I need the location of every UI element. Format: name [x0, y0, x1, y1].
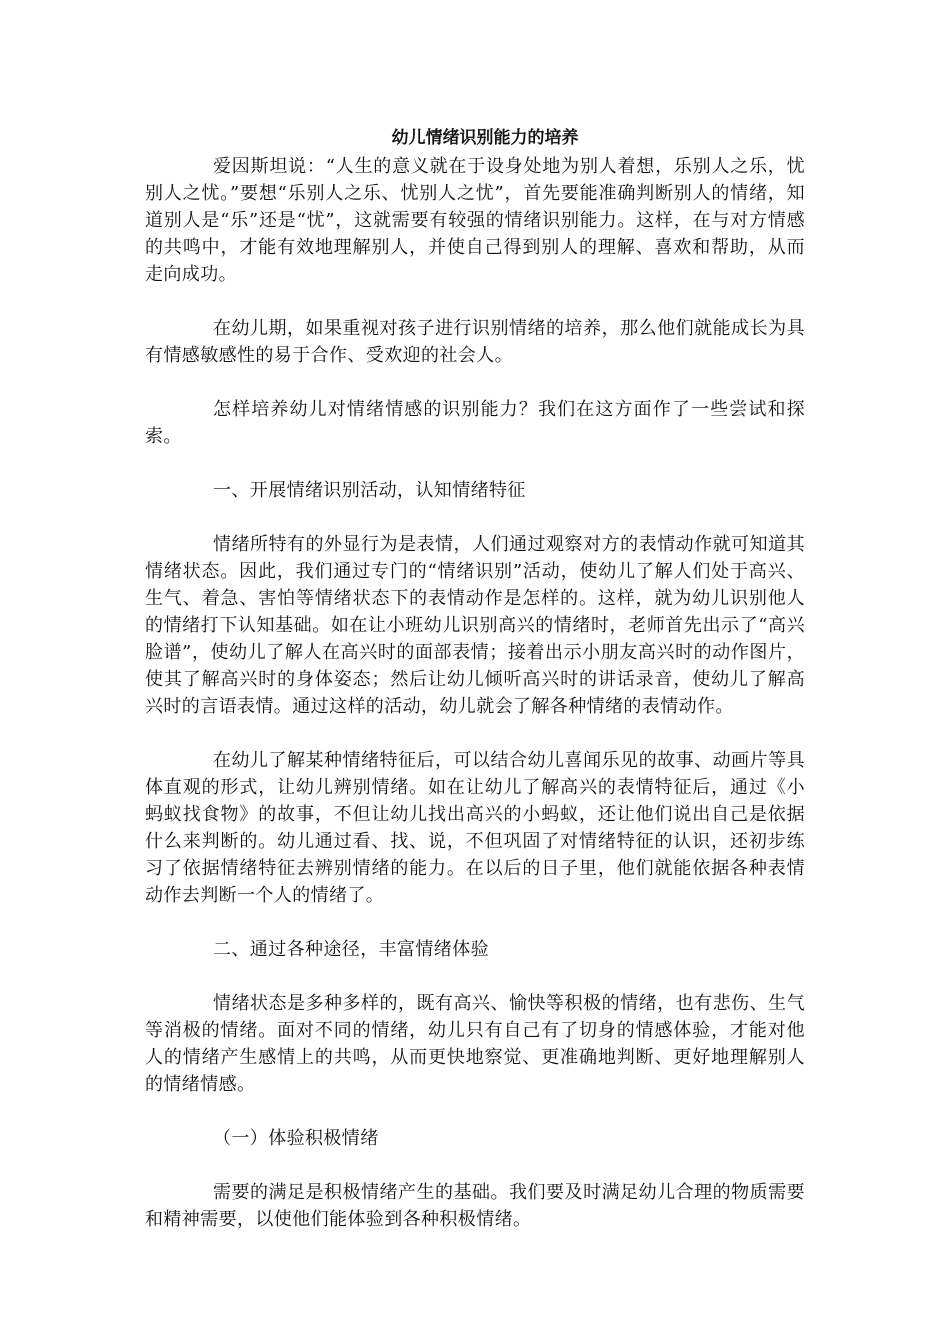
paragraph-early-childhood: 在幼儿期，如果重视对孩子进行识别情绪的培养，那么他们就能成长为具有情感敏感性的易于合作、受欢迎的社会人。: [145, 318, 805, 366]
paragraph-emotion-states: 情绪状态是多种多样的，既有高兴、愉快等积极的情绪，也有悲伤、生气等消极的情绪。面对不同的情绪，幼儿只有自己有了切身的情感体验，才能对他人的情绪产生感情上的共鸣，从而更快地察觉、更准确地判断、更好地理解别人的情绪情感。: [145, 993, 805, 1095]
section-heading-1: 一、开展情绪识别活动，认知情绪特征: [213, 480, 526, 501]
document-title: 幼儿情绪识别能力的培养: [391, 128, 579, 148]
document-body: [145, 123, 805, 1233]
paragraph-story-recognition: 在幼儿了解某种情绪特征后，可以结合幼儿喜闻乐见的故事、动画片等具体直观的形式，让幼儿辨别情绪。如在让幼儿了解高兴的表情特征后，通过《小蚂蚁找食物》的故事，不但让幼儿找出高兴的小蚂蚁，还让他们说出自己是依据什么来判断的。幼儿通过看、找、说，不但巩固了对情绪特征的认识，还初步练习了依据情绪特征去辨别情绪的能力。在以后的日子里，他们就能依据各种表情动作去判断一个人的情绪了。: [145, 750, 805, 906]
paragraph-positive-emotions: 需要的满足是积极情绪产生的基础。我们要及时满足幼儿合理的物质需要和精神需要，以使他们能体验到各种积极情绪。: [145, 1182, 805, 1230]
paragraph-facial-expression: 情绪所特有的外显行为是表情，人们通过观察对方的表情动作就可知道其情绪状态。因此，我们通过专门的“情绪识别”活动，使幼儿了解人们处于高兴、生气、着急、害怕等情绪状态下的表情动作是怎样的。这样，就为幼儿识别他人的情绪打下认知基础。如在让小班幼儿识别高兴的情绪时，老师首先出示了“高兴脸谱”，使幼儿了解人在高兴时的面部表情；接着出示小朋友高兴时的动作图片，使其了解高兴时的身体姿态；然后让幼儿倾听高兴时的讲话录音，使幼儿了解高兴时的言语表情。通过这样的活动，幼儿就会了解各种情绪的表情动作。: [145, 534, 805, 717]
subsection-heading-1: （一）体验积极情绪: [213, 1128, 379, 1149]
section-heading-2: 二、通过各种途径，丰富情绪体验: [213, 939, 489, 960]
paragraph-einstein-quote: 爱因斯坦说：“人生的意义就在于设身处地为别人着想，乐别人之乐，忧别人之忧。”要想“乐别人之乐、忧别人之忧”，首先要能准确判断别人的情绪，知道别人是“乐”还是“忧”，这就需要有较强的情绪识别能力。这样，在与对方情感的共鸣中，才能有效地理解别人，并使自己得到别人的理解、喜欢和帮助，从而走向成功。: [145, 156, 805, 285]
paragraph-how-to-cultivate: 怎样培养幼儿对情绪情感的识别能力？我们在这方面作了一些尝试和探索。: [145, 399, 805, 447]
